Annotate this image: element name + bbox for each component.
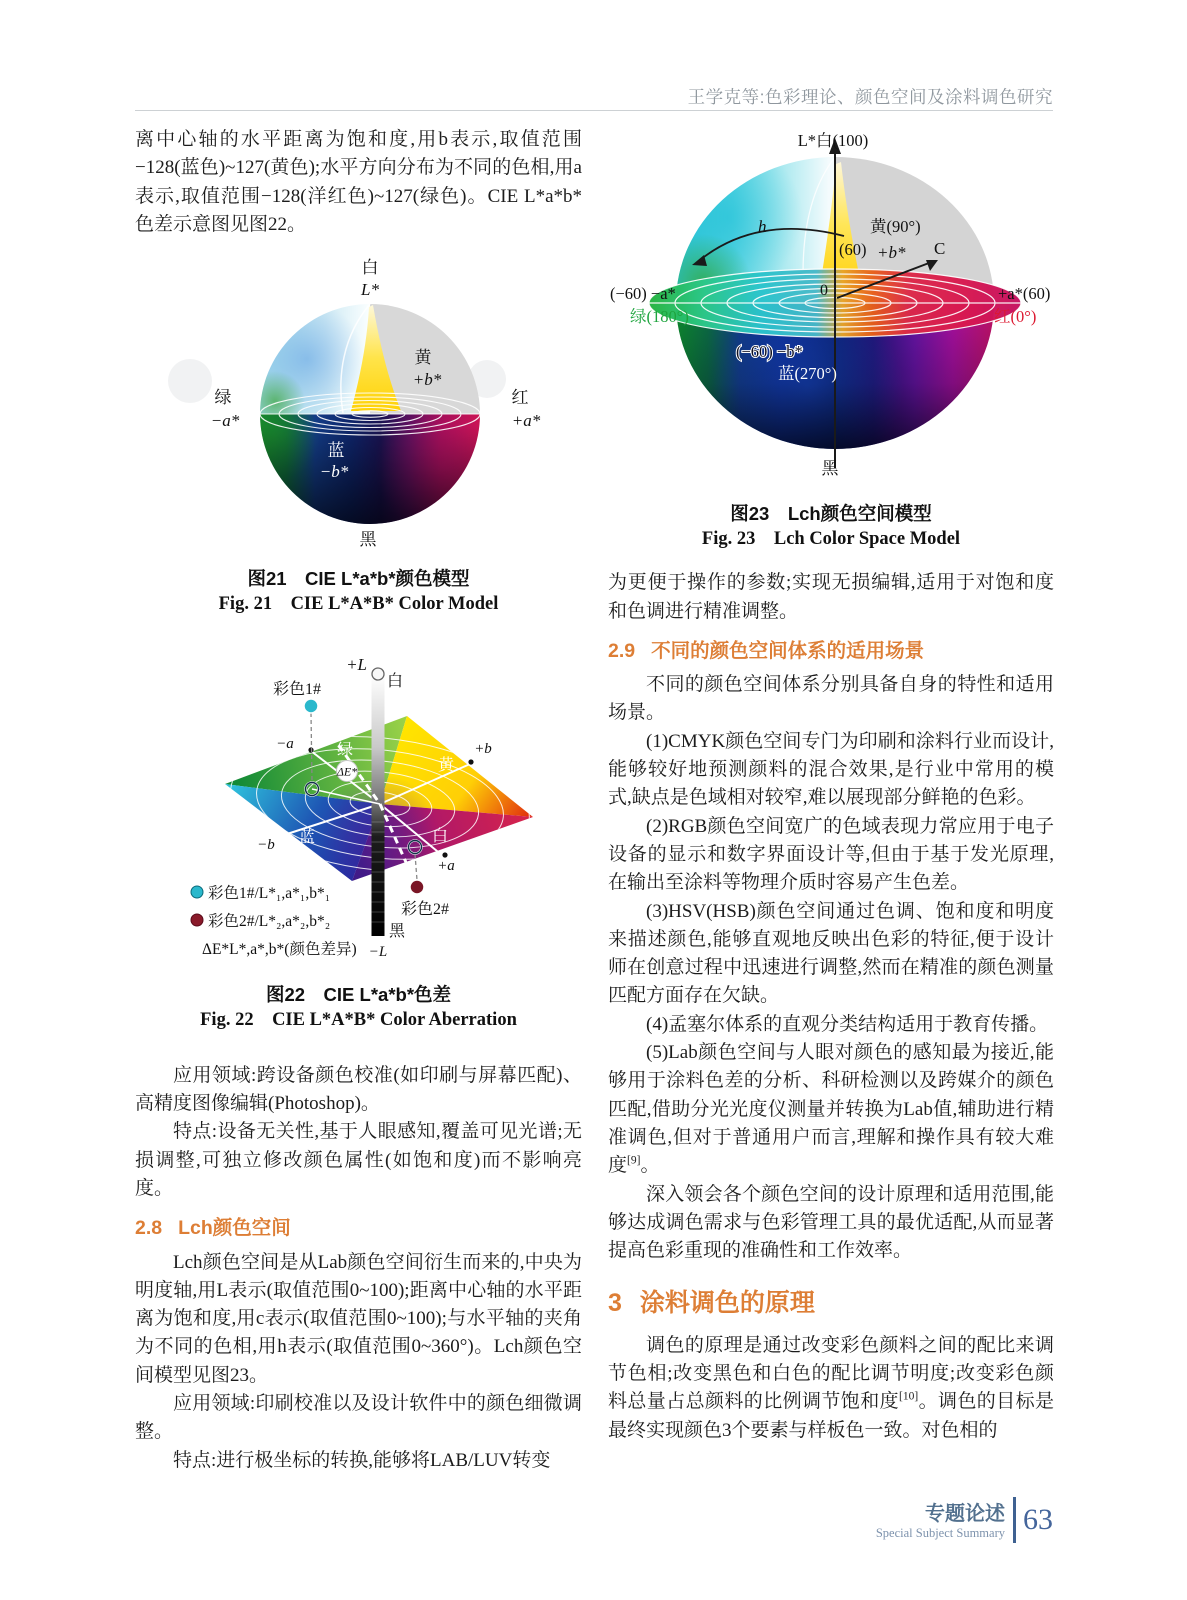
paragraph-text: 。调色的目标是最终实现颜色3个要素与样板色一致。对色相的 <box>608 1391 1054 1441</box>
body-paragraph <box>608 1039 1054 1180</box>
body-paragraph: Lch颜色空间是从Lab颜色空间衍生而来的,中央为明度轴,用L表示(取值范围0~100);距离中心轴的水平距离为饱和度,用c表示(取值范围0~100);与水平轴的夹角为不同的色相,用h表示(取值范围0~360°)。Lch颜色空间模型见图23。 <box>135 1251 582 1386</box>
reference-mark-9: [9] <box>627 1154 641 1167</box>
body-paragraph: 特点:设备无关性,基于人眼感知,覆盖可见光谱;无损调整,可独立修改颜色属性(如饱和度)而不影响亮度。 <box>135 1121 582 1199</box>
fig22-label-green: 绿 <box>336 742 354 760</box>
fig23-label-right: +a*(60) <box>998 284 1051 303</box>
fig21-caption-en: Fig. 21 CIE L*A*B* Color Model <box>218 594 499 615</box>
fig22-legend <box>191 884 357 958</box>
fig23-caption-zh: 图23 Lch颜色空间模型 <box>730 503 932 525</box>
fig21-label-L: L* <box>361 280 379 300</box>
fig23-label-C: C <box>934 239 946 258</box>
body-paragraph: 深入领会各个颜色空间的设计原理和适用范围,能够达成调色需求与色彩管理工具的最优适配,从而显著提高色彩重现的准确性和工作效率。 <box>608 1183 1054 1262</box>
fig21-label-plus-a: +a* <box>511 411 541 431</box>
section-number: 2.8 <box>135 1217 163 1240</box>
legend-dot-color1 <box>191 886 203 898</box>
section-title: Lch颜色空间 <box>178 1217 291 1240</box>
legend-line3: ΔE*L*,a*,b*(颜色差异) <box>202 941 357 959</box>
fig21-label-white: 白 <box>361 258 379 278</box>
fig22-caption-en: Fig. 22 CIE L*A*B* Color Aberration <box>200 1009 517 1030</box>
left-column <box>135 126 582 1475</box>
fig21-label-plus-b: +b* <box>412 370 442 390</box>
section-number: 3 <box>608 1289 622 1318</box>
legend-line1: 彩色1#/L*₁,a*₁,b*₁ <box>208 885 331 903</box>
legend-dot-color2 <box>191 914 203 926</box>
fig22-label-plus-a: +a <box>437 858 455 875</box>
lch-sphere-illustration <box>608 132 1054 484</box>
body-paragraph: (1)CMYK颜色空间专门为印刷和涂料行业而设计,能够较好地预测颜料的混合效果,是行业中常用的模式,缺点是色域相对较窄,难以展现部分鲜艳的色彩。 <box>608 730 1054 809</box>
body-paragraph: (3)HSV(HSB)颜色空间通过色调、饱和度和明度来描述颜色,能够直观地反映出色彩的特征,便于设计师在创意过程中迅速进行调整,然而在精准的颜色测量匹配方面存在欠缺。 <box>608 900 1054 1007</box>
fig22-label-plus-b: +b <box>474 741 492 758</box>
page-number: 63 <box>1023 1503 1053 1536</box>
section-title: 不同的颜色空间体系的适用场景 <box>651 639 925 662</box>
section-heading-2-9 <box>608 637 1054 665</box>
fig22-label-black: 黑 <box>389 923 406 941</box>
fig22-label-minus-a: −a <box>276 736 294 753</box>
footer-column-title-zh: 专题论述 <box>925 1503 1005 1525</box>
figure-23 <box>608 132 1054 553</box>
paragraph-text: 调色的原理是通过改变彩色颜料之间的配比来调节色相;改变黑色和白色的配比调节明度;改变彩色颜料总量占总颜料的比例调节饱和度 <box>608 1334 1054 1413</box>
paragraph-text: 。 <box>640 1155 660 1177</box>
section-number: 2.9 <box>608 639 636 662</box>
fig23-label-red: 红(0°) <box>994 307 1037 326</box>
fig21-label-minus-a: −a* <box>210 411 240 431</box>
color2-dot <box>410 880 424 894</box>
body-paragraph: 应用领域:跨设备颜色校准(如印刷与屏幕匹配)、高精度图像编辑(Photoshop)。 <box>135 1064 582 1115</box>
pole-top-knob <box>372 668 384 680</box>
fig22-label-delta: ΔE* <box>336 764 358 779</box>
figure-21 <box>135 251 582 618</box>
fig22-caption-zh: 图22 CIE L*a*b*色差 <box>265 983 452 1005</box>
body-paragraph: (4)孟塞尔体系的直观分类结构适用于教育传播。 <box>646 1013 1049 1035</box>
fig22-label-color2: 彩色2# <box>400 901 450 919</box>
fig22-label-minus-b: −b <box>257 837 275 854</box>
figure-22 <box>135 644 582 1033</box>
body-paragraph: (2)RGB颜色空间宽广的色域表现力常应用于电子设备的显示和数字界面设计等,但由于基于发光原理,在输出至涂料等物理介质时容易产生色差。 <box>608 815 1054 894</box>
fig21-label-blue: 蓝 <box>327 441 345 461</box>
fig22-label-blue: 蓝 <box>298 829 316 847</box>
fig22-label-yellow: 黄 <box>437 757 455 775</box>
section-heading-3 <box>608 1289 1054 1317</box>
footer-divider-bar <box>1013 1497 1016 1543</box>
right-column <box>608 126 1054 1445</box>
section-heading-2-8 <box>135 1214 582 1242</box>
fig21-label-black: 黑 <box>359 530 377 550</box>
running-title: 王学克等:色彩理论、颜色空间及涂料调色研究 <box>687 87 1053 107</box>
fig23-caption-en: Fig. 23 Lch Color Space Model <box>701 529 961 550</box>
fig23-label-bottom: (−60) −b* <box>736 342 803 361</box>
fig21-label-minus-b: −b* <box>319 462 349 482</box>
fig22-label-white-mid: 白 <box>431 828 449 846</box>
fig23-label-green: 绿(180°) <box>630 307 689 326</box>
footer-column-title-en: Special Subject Summary <box>875 1526 1005 1540</box>
body-paragraph: 应用领域:印刷校准以及设计软件中的颜色细微调整。 <box>135 1393 582 1443</box>
color-difference-illustration <box>135 644 582 964</box>
paragraph-text: (5)Lab颜色空间与人眼对颜色的感知最为接近,能够用于涂料色差的分析、科研检测以及跨媒介的颜色匹配,借助分光光度仪测量并转换为Lab值,辅助进行精准调色,但对于普通用户而言,理解和操作具有较大难度 <box>608 1042 1054 1177</box>
fig23-label-left: (−60) −a* <box>610 284 676 303</box>
section-title: 涂料调色的原理 <box>639 1289 815 1318</box>
fig23-label-top: L*白(100) <box>797 132 869 150</box>
watermark-blob <box>168 359 212 403</box>
fig23-label-plus-b: +b* <box>877 243 906 262</box>
fig23-label-60: (60) <box>839 240 867 259</box>
fig22-label-color1: 彩色1# <box>273 681 322 699</box>
fig23-label-0: 0 <box>820 282 828 299</box>
fig21-label-red: 红 <box>511 388 529 408</box>
fig23-label-h: h <box>758 217 767 236</box>
fig22-label-white-top: 白 <box>387 673 404 691</box>
fig21-label-yellow: 黄 <box>414 348 432 368</box>
fig23-label-black: 黑 <box>821 459 839 478</box>
header-rule <box>135 110 1053 111</box>
body-paragraph: 特点:进行极坐标的转换,能够将LAB/LUV转变 <box>173 1449 551 1471</box>
body-paragraph <box>608 1332 1054 1445</box>
fig21-caption-zh: 图21 CIE L*a*b*颜色模型 <box>247 568 470 590</box>
body-paragraph: 离中心轴的水平距离为饱和度,用b表示,取值范围−128(蓝色)~127(黄色);水平方向分布为不同的色相,用a表示,取值范围−128(洋红色)~127(绿色)。CIE L*a*b*色差示意图见图22。 <box>135 129 582 235</box>
fig22-label-plus-L: +L <box>346 655 367 675</box>
page-footer <box>876 1497 1053 1543</box>
color1-dot <box>304 699 318 713</box>
legend-line2: 彩色2#/L*₂,a*₂,b*₂ <box>208 913 331 931</box>
fig23-label-yellow: 黄(90°) <box>870 217 921 236</box>
fig22-label-minus-L: −L <box>368 944 388 961</box>
body-paragraph: 为更便于操作的参数;实现无损编辑,适用于对饱和度和色调进行精准调整。 <box>608 572 1054 622</box>
cielab-sphere-illustration <box>135 251 582 549</box>
reference-mark-10: [10] <box>899 1390 919 1403</box>
fig23-label-blue: 蓝(270°) <box>778 364 837 383</box>
fig21-label-green: 绿 <box>214 388 232 408</box>
body-paragraph: 不同的颜色空间体系分别具备自身的特性和适用场景。 <box>608 674 1054 724</box>
